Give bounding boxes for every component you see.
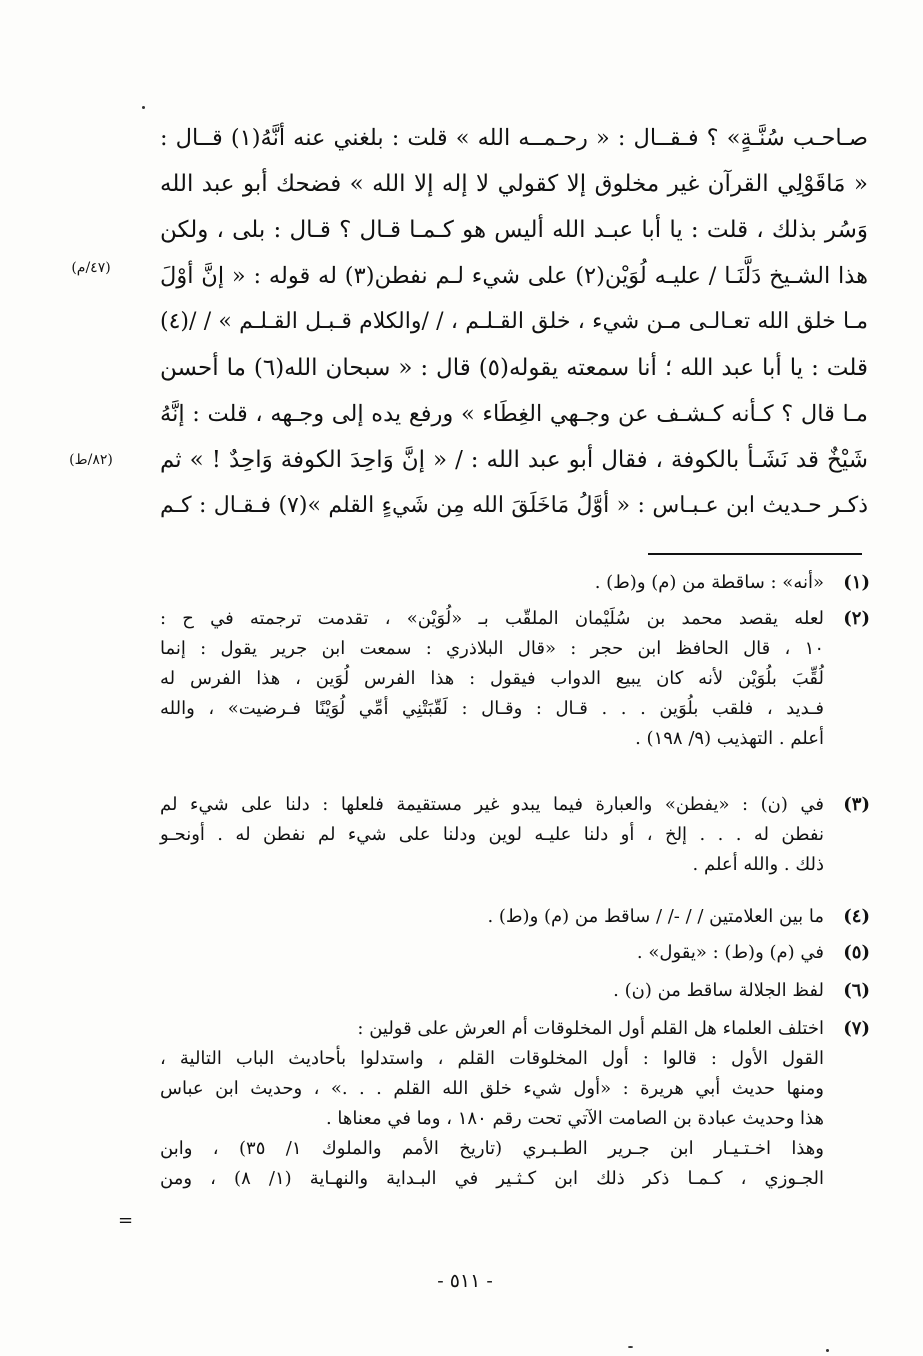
main-line: ذكـر حـديث ابن عـبـاس : « أوَّلُ مَاخَلَقَ الله مِن شَيءٍ القلم »(٧) فـقـال : كـم [160,493,868,518]
footnote-number: (٦) [843,980,870,1001]
footnote-1 [160,568,870,598]
main-line: مـا قال ؟ كـأنه كـشـف عن وجـهي الغِطَاء » ورفع يده إلى وجـهه ، قلت : إنَّهُ [160,401,868,427]
margin-note-manuscript-m: (٤٧/م) [71,260,111,276]
footnote-line: لعله يقصد محمد بن سُلَيْمان الملقّب بـ «لُوَيْن» ، تقدمت ترجمته في ح : [160,608,824,629]
speck [142,106,145,109]
main-text [160,115,868,529]
footnote-line: في (ن) : «يفطن» والعبارة فيما يبدو غير مستقيمة فلعلها : دلنا على شيء لم [160,794,824,815]
footnote-line: القول الأول : قالوا : أول المخلوقات القلم ، واستدلوا بأحاديث الباب التالية ، [160,1048,824,1069]
page-number: - ٥١١ - [437,1270,493,1292]
footnote-number: (٤) [843,906,870,927]
margin-note-manuscript-t: (٨٢/ط) [69,452,113,468]
footnote-line: الجـوزي ، كـمـا ذكر ذلك ابن كـثـير في البـداية والنهـاية (١/ ٨) ، ومن [160,1168,824,1189]
main-line: هذا الشـيخ دَلَّنَـا / عليـه لُوَيْن(٢) على شيء لـم نفطن(٣) له قوله : « إنَّ أوْلَ [160,263,868,289]
footnote-line: لفظ الجلالة ساقط من (ن) . [613,980,824,1001]
footnote-2 [160,604,870,754]
main-line: وَسُر بذلك ، قلت : يا أبا عبـد الله أليس هو كـمـا قـال ؟ قـال : بلى ، ولكن [160,217,868,243]
footnote-7 [160,1014,870,1194]
footnote-line: ذلك . والله أعلم . [692,854,824,875]
footnote-separator [648,553,862,555]
footnote-line: في (م) و(ط) : «يقول» . [636,942,824,963]
main-line: قلت : يا أبا عبد الله ؛ أنا سمعته يقوله(٥) قال : « سبحان الله(٦) ما أحسن [160,355,868,381]
footnote-5 [160,938,870,968]
footnote-number: (١) [843,572,870,593]
footnote-line: ١٠ ، قال الحافظ ابن حجر : «قال البلاذري : سمعت ابن جرير يقول : إنما [160,638,824,659]
footnote-line: اختلف العلماء هل القلم أول المخلوقات أم العرش على قولين : [357,1018,824,1039]
footnote-4 [160,902,870,932]
footnote-line: وهذا اخـتـيـار ابن جـرير الطـبـري (تاريخ الأمم والملوك ١/ ٣٥) ، وابن [160,1138,824,1159]
main-line: شَيْخٌ قد نَشَـأ بالكوفة ، فقال أبو عبد الله : / « إنَّ وَاحِدَ الكوفة وَاحِدٌ ! » ثم [160,447,868,473]
footnote-6 [160,976,870,1006]
footnote-number: (٧) [843,1018,870,1039]
main-line: صـاحـب سُنَّـةٍ» ؟ فـقــال : « رحـمــه الله » قلت : بلغني عنه أنَّهُ(١) قــال : [160,125,868,151]
footnote-number: (٣) [843,794,870,815]
footnote-line: لُقِّبَ بلُوَيْن لأنه كان يبيع الدواب فيقول : هذا الفرس لُوَين ، هذا الفرس له [160,668,824,689]
footnote-3 [160,790,870,880]
main-line: « مَاقَوْلِي القرآن غير مخلوق إلا كقولي لا إله إلا الله » فضحك أبو عبد الله [160,171,868,197]
footnote-line: ما بين العلامتين / / -/ / ساقط من (م) و(ط) . [487,906,824,927]
continuation-mark: = [118,1210,134,1231]
footnote-line: هذا وحديث عبادة بن الصامت الآتي تحت رقم ١٨٠ ، وما في معناها . [325,1108,824,1129]
footnote-line: أعلم . التهذيب (٩/ ١٩٨) . [635,728,824,749]
footnote-number: (٥) [843,942,870,963]
footnote-number: (٢) [843,608,870,629]
footnote-line: فـديد ، فلقب بلُوَين . . . قـال : وقـال : لَقّبَتْنِي أمِّي لُوَيْنًا فـرضيت» ، والله [160,698,824,719]
footnote-line: ومنها حديث أبي هريرة : «أول شيء خلق الله القلم . . .» ، وحديث ابن عباس [160,1078,824,1099]
speck [826,1349,829,1352]
main-line: مـا خلق الله تعـالـى مـن شيء ، خلق القـلـم ، / /والكلام قـبـل القـلـم » / /(٤) [160,309,868,334]
speck [628,1346,633,1348]
footnote-line: «أنه» : ساقطة من (م) و(ط) . [594,572,824,593]
footnote-line: نفطن له . . . إلخ ، أو دلنا عليـه لوين ودلنا على شيء لم نفطن له . أونحـو [160,824,824,845]
